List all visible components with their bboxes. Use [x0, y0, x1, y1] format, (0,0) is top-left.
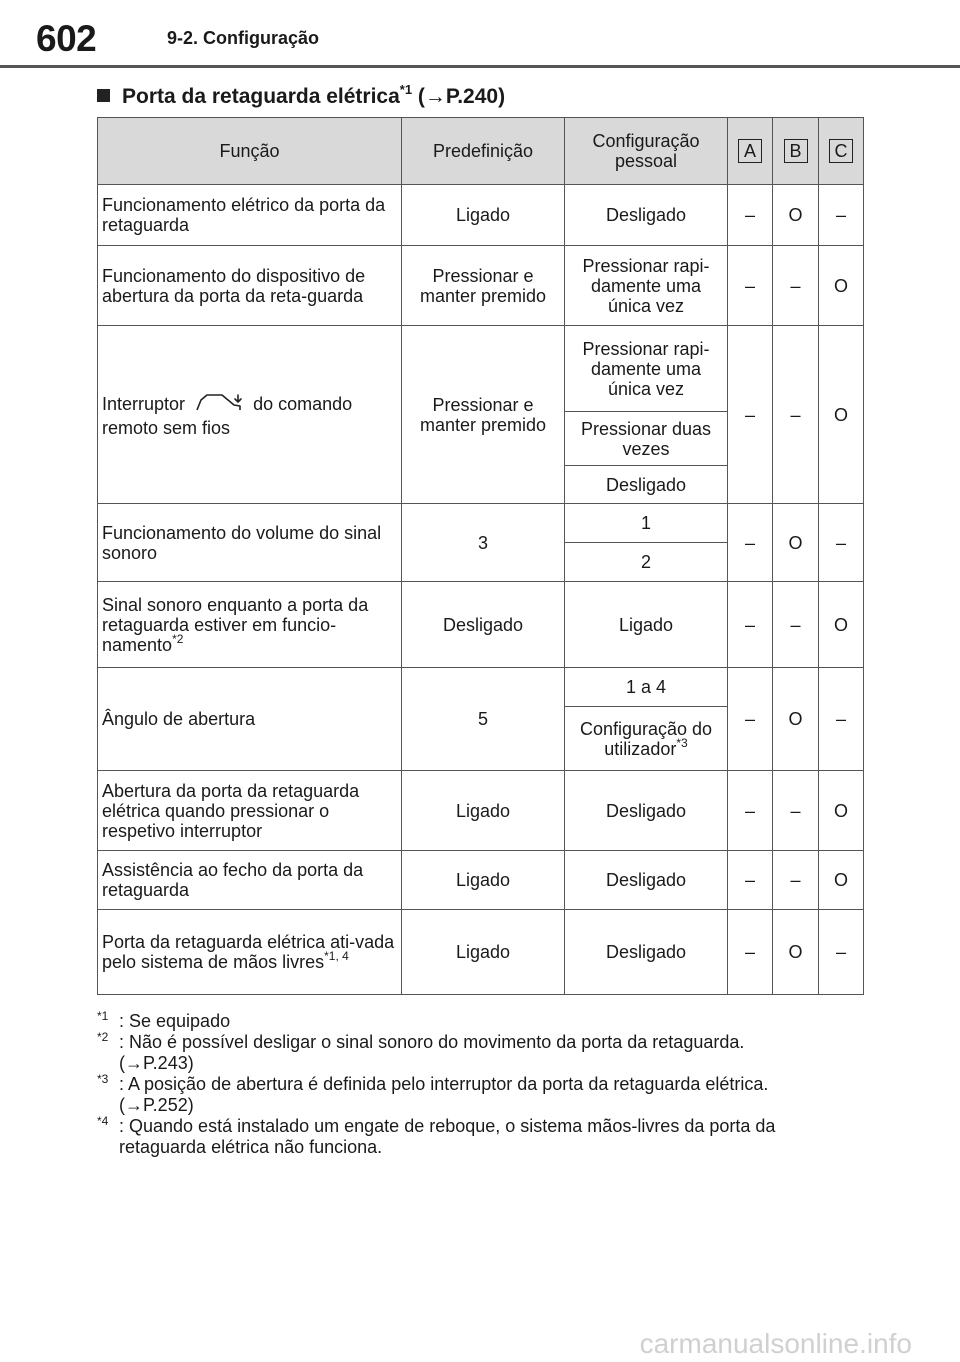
- a-cell: –: [728, 326, 773, 504]
- footnote-mark-text: *3: [97, 1072, 109, 1086]
- column-header-b: [773, 118, 819, 185]
- function-cell: [98, 326, 402, 504]
- column-header-c: [819, 118, 864, 185]
- footnote-mark: [97, 1032, 108, 1053]
- footnote-4: [97, 1116, 867, 1158]
- b-cell: O: [773, 185, 819, 246]
- table-row: [98, 185, 864, 246]
- a-cell: –: [728, 582, 773, 668]
- default-cell: Pressionar e manter premido: [402, 246, 565, 326]
- function-cell: Funcionamento do volume do sinal sonoro: [98, 504, 402, 582]
- footnote-3: [97, 1074, 867, 1116]
- custom-cell: Desligado: [565, 851, 728, 910]
- footnote-text: : Se equipado: [119, 1011, 231, 1031]
- c-cell: –: [819, 910, 864, 995]
- heading-page-ref[interactable]: (→P.240): [417, 85, 506, 108]
- tailgate-car-icon: [194, 392, 244, 418]
- function-cell: [98, 910, 402, 995]
- footnote-mark-text: *4: [97, 1114, 109, 1128]
- default-cell: 5: [402, 668, 565, 771]
- footnote-page-ref[interactable]: (→P.252): [119, 1095, 194, 1115]
- footnote-mark-text: *1: [97, 1009, 109, 1023]
- function-text-after: do comando remoto sem fios: [102, 393, 353, 438]
- footnotes: [97, 1011, 867, 1158]
- header-divider: [0, 65, 960, 68]
- footnote-page-ref[interactable]: (→P.243): [119, 1053, 194, 1073]
- default-cell: Pressionar e manter premido: [402, 326, 565, 504]
- default-cell: Ligado: [402, 771, 565, 851]
- custom-cell: Pressionar rapi-damente uma única vez: [565, 246, 728, 326]
- default-cell: 3: [402, 504, 565, 582]
- table-row: [98, 326, 864, 412]
- column-header-default: Predefinição: [402, 118, 565, 185]
- b-cell: O: [773, 910, 819, 995]
- function-text: Sinal sonoro enquanto a porta da retaguarda estiver em funcio-namento: [102, 594, 369, 655]
- function-cell: Assistência ao fecho da porta da retaguarda: [98, 851, 402, 910]
- heading-footnote-mark: *1: [399, 82, 413, 97]
- table-row: [98, 851, 864, 910]
- footnote-text: : Não é possível desligar o sinal sonoro do movimento da porta da retaguarda.: [119, 1032, 745, 1052]
- bullet-square-icon: [97, 89, 110, 102]
- table-row: [98, 910, 864, 995]
- heading-title: Porta da retaguarda elétrica: [122, 85, 400, 108]
- c-cell: O: [819, 582, 864, 668]
- table-row: [98, 582, 864, 668]
- function-cell: [98, 582, 402, 668]
- c-cell: O: [819, 326, 864, 504]
- custom-cell: 2: [565, 543, 728, 582]
- custom-cell: [565, 707, 728, 771]
- table-row: [98, 668, 864, 707]
- table-row: [98, 771, 864, 851]
- a-cell: –: [728, 185, 773, 246]
- function-cell: Abertura da porta da retaguarda elétrica quando pressionar o respetivo interruptor: [98, 771, 402, 851]
- footnote-mark: [97, 1011, 108, 1032]
- custom-text: Configuração do utilizador: [579, 718, 713, 759]
- footnote-2: [97, 1032, 867, 1074]
- a-cell: –: [728, 771, 773, 851]
- function-cell: Funcionamento elétrico da porta da retaguarda: [98, 185, 402, 246]
- column-header-a: [728, 118, 773, 185]
- custom-cell: Desligado: [565, 771, 728, 851]
- b-cell: –: [773, 326, 819, 504]
- b-cell: O: [773, 504, 819, 582]
- c-cell: O: [819, 851, 864, 910]
- footnote-text: : Quando está instalado um engate de reboque, o sistema mãos-livres da porta da retaguarda elétrica não funciona.: [119, 1116, 776, 1157]
- footnote-mark: *3: [676, 735, 688, 750]
- b-cell: –: [773, 851, 819, 910]
- b-cell: O: [773, 668, 819, 771]
- site-watermark: carmanualsonline.info: [639, 1328, 912, 1359]
- letter-a-box: A: [738, 139, 762, 163]
- custom-cell: Desligado: [565, 466, 728, 504]
- a-cell: –: [728, 910, 773, 995]
- column-header-function: Função: [98, 118, 402, 185]
- footnote-mark: *1, 4: [324, 949, 349, 963]
- default-cell: Desligado: [402, 582, 565, 668]
- a-cell: –: [728, 851, 773, 910]
- b-cell: –: [773, 771, 819, 851]
- default-cell: Ligado: [402, 851, 565, 910]
- table-header-row: [98, 118, 864, 185]
- c-cell: –: [819, 504, 864, 582]
- table-row: [98, 246, 864, 326]
- footnote-mark: [97, 1074, 108, 1095]
- footnote-1: [97, 1011, 867, 1032]
- a-cell: –: [728, 504, 773, 582]
- table-row: [98, 504, 864, 543]
- column-header-custom: Configuração pessoal: [565, 118, 728, 185]
- custom-cell: Pressionar rapi-damente uma única vez: [565, 326, 728, 412]
- page-number: 602: [36, 18, 97, 59]
- c-cell: –: [819, 668, 864, 771]
- c-cell: O: [819, 246, 864, 326]
- custom-cell: Pressionar duas vezes: [565, 412, 728, 466]
- a-cell: –: [728, 246, 773, 326]
- function-text-before: Interruptor: [102, 393, 186, 414]
- c-cell: –: [819, 185, 864, 246]
- footnote-text: : A posição de abertura é definida pelo interruptor da porta da retaguarda elétrica.: [119, 1074, 769, 1094]
- custom-cell: Desligado: [565, 185, 728, 246]
- footnote-mark: [97, 1116, 108, 1137]
- function-text: Porta da retaguarda elétrica ati-vada pelo sistema de mãos livres: [102, 932, 395, 972]
- function-cell: Funcionamento do dispositivo de abertura da porta da reta-guarda: [98, 246, 402, 326]
- default-cell: Ligado: [402, 910, 565, 995]
- section-heading: [97, 82, 506, 108]
- default-cell: Ligado: [402, 185, 565, 246]
- b-cell: –: [773, 582, 819, 668]
- custom-cell: 1: [565, 504, 728, 543]
- footnote-mark-text: *2: [97, 1030, 109, 1044]
- function-cell: Ângulo de abertura: [98, 668, 402, 771]
- letter-c-box: C: [829, 139, 853, 163]
- footnote-mark: *2: [172, 631, 184, 646]
- custom-cell: Ligado: [565, 582, 728, 668]
- letter-b-box: B: [784, 139, 808, 163]
- c-cell: O: [819, 771, 864, 851]
- custom-cell: 1 a 4: [565, 668, 728, 707]
- b-cell: –: [773, 246, 819, 326]
- custom-cell: Desligado: [565, 910, 728, 995]
- a-cell: –: [728, 668, 773, 771]
- settings-table: [97, 117, 864, 995]
- section-title: 9-2. Configuração: [167, 28, 320, 48]
